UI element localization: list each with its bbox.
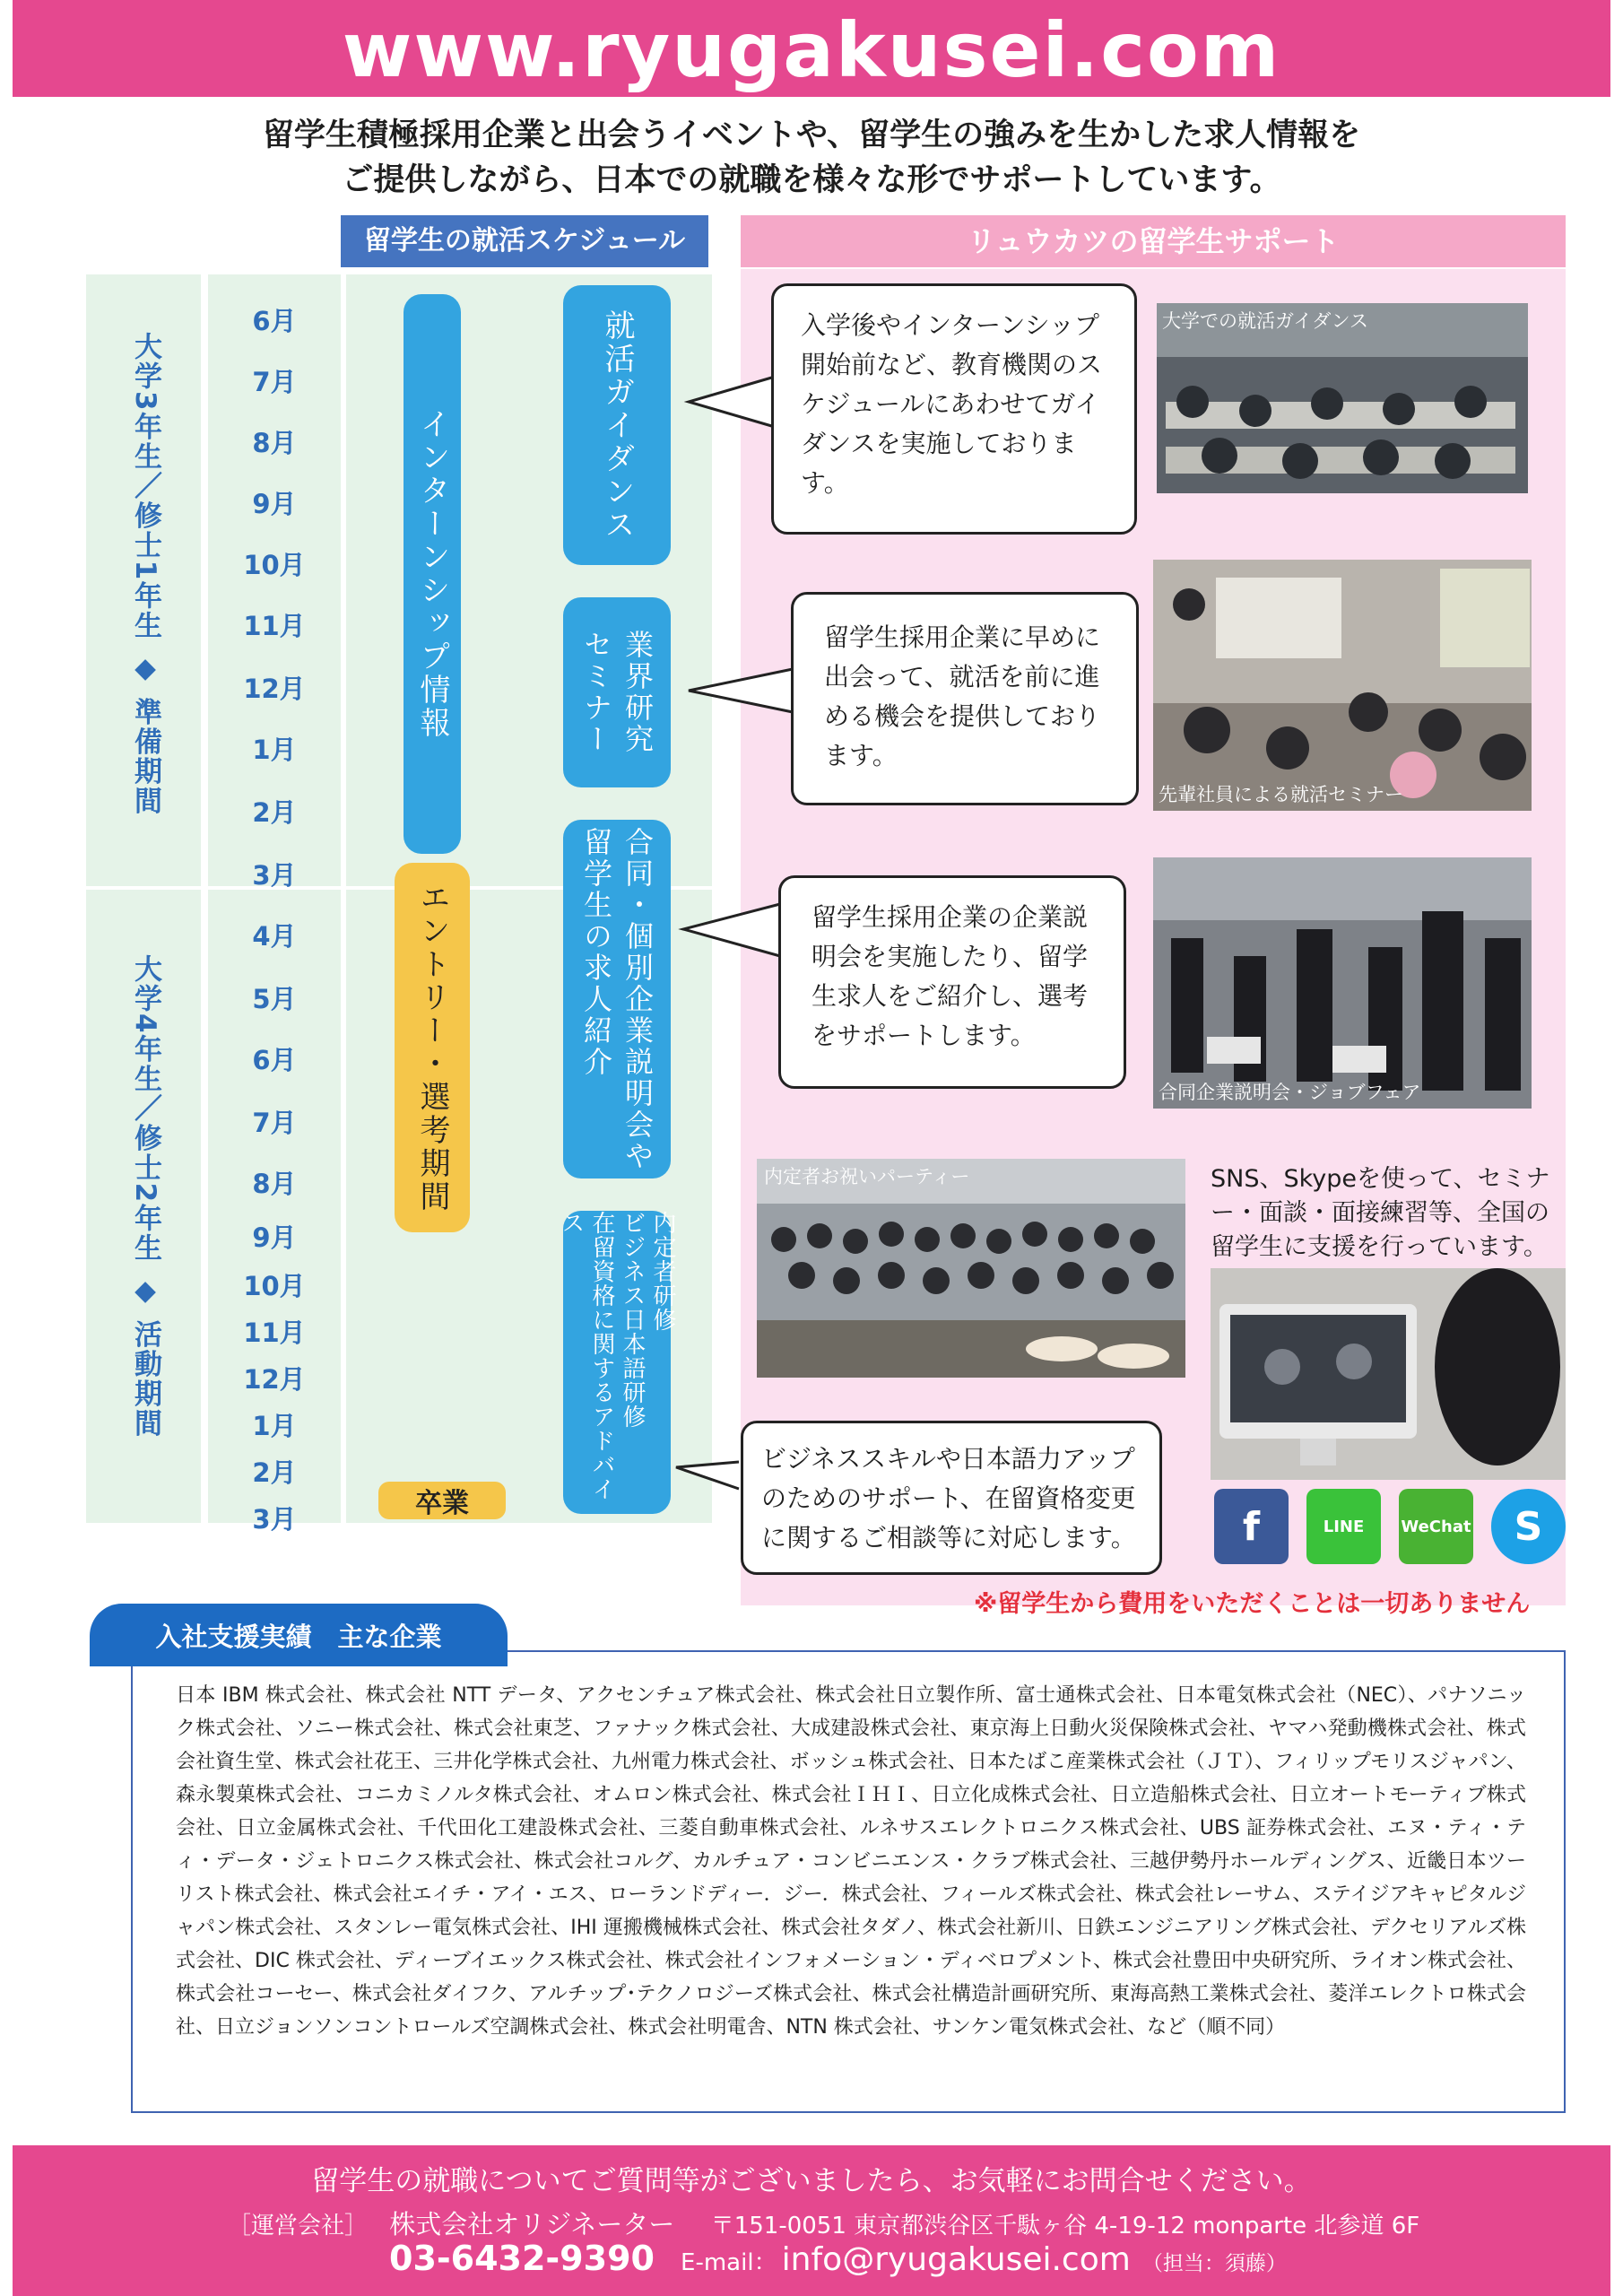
skype-photo [1211, 1268, 1566, 1480]
month-label: 3月 [252, 860, 297, 891]
line-icon-label: LINE [1323, 1517, 1365, 1536]
year3-label: 大学3年生／修士1年生 ◆ 準備期間 [129, 332, 161, 816]
seminar-line-2: セミナー [579, 630, 613, 755]
guidance-label: 就活ガイダンス [599, 309, 635, 542]
social-icons [1214, 1489, 1566, 1564]
facebook-icon[interactable] [1214, 1489, 1289, 1564]
company-address: 〒151-0051 東京都渋谷区千駄ヶ谷 4-19-12 monparte 北参道 6F [710, 2213, 1420, 2239]
skype-icon[interactable] [1491, 1489, 1566, 1564]
line-icon[interactable] [1306, 1489, 1381, 1564]
month-label: 1月 [252, 1411, 297, 1441]
facebook-icon-label: f [1242, 1503, 1261, 1550]
briefing-block [563, 820, 671, 1178]
guidance-photo-caption: 大学での就活ガイダンス [1162, 310, 1368, 332]
seminar-photo [1153, 560, 1532, 811]
internship-label: インターンシップ情報 [414, 408, 450, 740]
jobfair-photo-caption: 合同企業説明会・ジョブフェア [1159, 1082, 1421, 1103]
company-name: 株式会社オリジネーター [389, 2209, 675, 2239]
company-tab: 入社支援実績 主な企業 [90, 1604, 508, 1666]
month-label: 11月 [243, 611, 306, 641]
briefing-line-1: 合同・個別企業説明会や [621, 826, 655, 1172]
support-header: リュウカツの留学生サポート [741, 215, 1566, 267]
seminar-block [563, 597, 671, 787]
guidance-block [563, 285, 671, 565]
guidance-photo [1157, 303, 1528, 493]
month-label: 5月 [252, 984, 297, 1014]
month-label: 12月 [243, 674, 306, 704]
month-label: 11月 [243, 1318, 306, 1348]
header-banner [13, 0, 1610, 97]
intro-line-2: ご提供しながら、日本での就職を様々な形でサポートしています。 [342, 162, 1281, 198]
training-callout: ビジネススキルや日本語力アップのためのサポート、在留資格変更に関するご相談等に対応します。 [741, 1421, 1162, 1575]
seminar-photo-caption: 先輩社員による就活セミナー [1159, 784, 1403, 805]
graduation-badge: 卒業 [378, 1482, 506, 1519]
training-line-2: ビジネス日本語研修 [619, 1211, 646, 1429]
entry-label: エントリー・選考期間 [414, 882, 450, 1213]
month-label: 7月 [252, 367, 297, 397]
schedule-header: 留学生の就活スケジュール [341, 215, 708, 267]
party-photo-caption: 内定者お祝いパーティー [764, 1166, 970, 1187]
month-label: 4月 [252, 921, 297, 952]
month-label: 6月 [252, 1045, 297, 1075]
party-photo [757, 1159, 1185, 1378]
wechat-icon[interactable] [1399, 1489, 1473, 1564]
month-label: 8月 [252, 1169, 297, 1199]
seminar-callout: 留学生採用企業に早めに出会って、就活を前に進める機会を提供しております。 [791, 592, 1139, 805]
month-label: 10月 [243, 550, 306, 580]
month-label: 3月 [252, 1504, 297, 1535]
month-label: 9月 [252, 1222, 297, 1253]
contact-person: （担当：須藤） [1141, 2252, 1287, 2275]
entry-bar [395, 863, 470, 1232]
month-label: 12月 [243, 1364, 306, 1395]
footer-inquiry: 留学生の就職についてご質問等がございましたら、お気軽にお問合せください。 [311, 2165, 1312, 2197]
skype-icon-label: S [1514, 1503, 1543, 1550]
site-url[interactable]: www.ryugakusei.com [342, 6, 1281, 94]
training-line-3: 在留資格に関するアドバイス [558, 1211, 615, 1501]
intro-text [0, 113, 1623, 203]
jobfair-photo [1153, 857, 1532, 1109]
phone-number[interactable]: 03-6432-9390 [389, 2239, 655, 2278]
footer [13, 2145, 1610, 2296]
guidance-callout: 入学後やインターンシップ開始前など、教育機関のスケジュールにあわせてガイダンスを実施しております。 [771, 283, 1137, 535]
briefing-line-2: 留学生の求人紹介 [579, 826, 613, 1078]
month-label: 8月 [252, 428, 297, 458]
fee-note: ※留学生から費用をいただくことは一切ありません [974, 1590, 1531, 1618]
sns-support-text: SNS、Skypeを使って、セミナー・面談・面接練習等、全国の留学生に支援を行っています。 [1211, 1165, 1550, 1261]
training-line-1: 内定者研修 [649, 1211, 676, 1332]
year4-label: 大学4年生／修士2年生 ◆ 活動期間 [129, 954, 161, 1439]
operator-label: ［運営会社］ [228, 2213, 369, 2239]
month-label: 7月 [252, 1108, 297, 1138]
email-label: E-mail： [681, 2249, 777, 2276]
company-list: 日本 IBM 株式会社、株式会社 NTT データ、アクセンチュア株式会社、株式会社日立製作所、富士通株式会社、日本電気株式会社（NEC）、パナソニック株式会社、ソニー株式会社、株式会社東芝、ファナック株式会社、大成建設株式会社、東京海上日動火災保険株式会社、ヤマハ発動機株式会社、株式会社資生堂、株式会社花王、三井化学株式会社、九州電力株式会社、ボッシュ株式会社、日本たばこ産業株式会社（ＪＴ）、フィリップモリスジャパン、森永製菓株式会社、コニカミノルタ株式会社、オムロン株式会社、株式会社ＩＨＩ、日立化成株式会社、日立造船株式会社、日立オートモーティブ株式会社、日立金属株式会社、千代田化工建設株式会社、三菱自動車株式会社、ルネサスエレクトロニクス株式会社、UBS 証券株式会社、エヌ・ティ・ティ・データ・ジェトロニクス株式会社、株式会社コルグ、カルチュア・コンビニエンス・クラブ株式会社、三越伊勢丹ホールディングス、近畿日本ツーリスト株式会社、株式会社エイチ・アイ・エス、ローランドディー．ジー．株式会社、フィールズ株式会社、株式会社レーサム、ステイジアキャピタルジャパン株式会社、スタンレー電気株式会社、IHI 運搬機械株式会社、株式会社タダノ、株式会社新川、日鉄エンジニアリング株式会社、デクセリアルズ株式会社、DIC 株式会社、ディーブイエックス株式会社、株式会社インフォメーション・ディベロプメント、株式会社豊田中央研究所、ライオン株式会社、株式会社コーセー、株式会社ダイフク、アルチップ･テクノロジーズ株式会社、株式会社構造計画研究所、東海高熱工業株式会社、菱洋エレクトロ株式会社、日立ジョンソンコントロールズ空調株式会社、株式会社明電舎、NTN 株式会社、サンケン電気株式会社、など（順不同） [176, 1684, 1527, 2039]
internship-bar [404, 294, 461, 854]
briefing-callout: 留学生採用企業の企業説明会を実施したり、留学生求人をご紹介し、選考をサポートします。 [778, 875, 1126, 1089]
month-label: 9月 [252, 489, 297, 519]
intro-line-1: 留学生積極採用企業と出会うイベントや、留学生の強みを生かした求人情報を [262, 117, 1361, 153]
email-address[interactable]: info@ryugakusei.com [781, 2241, 1131, 2278]
seminar-line-1: 業界研究 [621, 630, 655, 755]
month-label: 1月 [252, 735, 297, 765]
wechat-icon-label: WeChat [1401, 1517, 1471, 1536]
month-label: 10月 [243, 1271, 306, 1301]
month-label: 2月 [252, 1457, 297, 1488]
footer-contact-line [389, 2239, 1287, 2278]
month-label: 2月 [252, 797, 297, 828]
footer-company-line [228, 2205, 1419, 2241]
month-label: 6月 [252, 306, 297, 336]
training-block [558, 1211, 676, 1514]
